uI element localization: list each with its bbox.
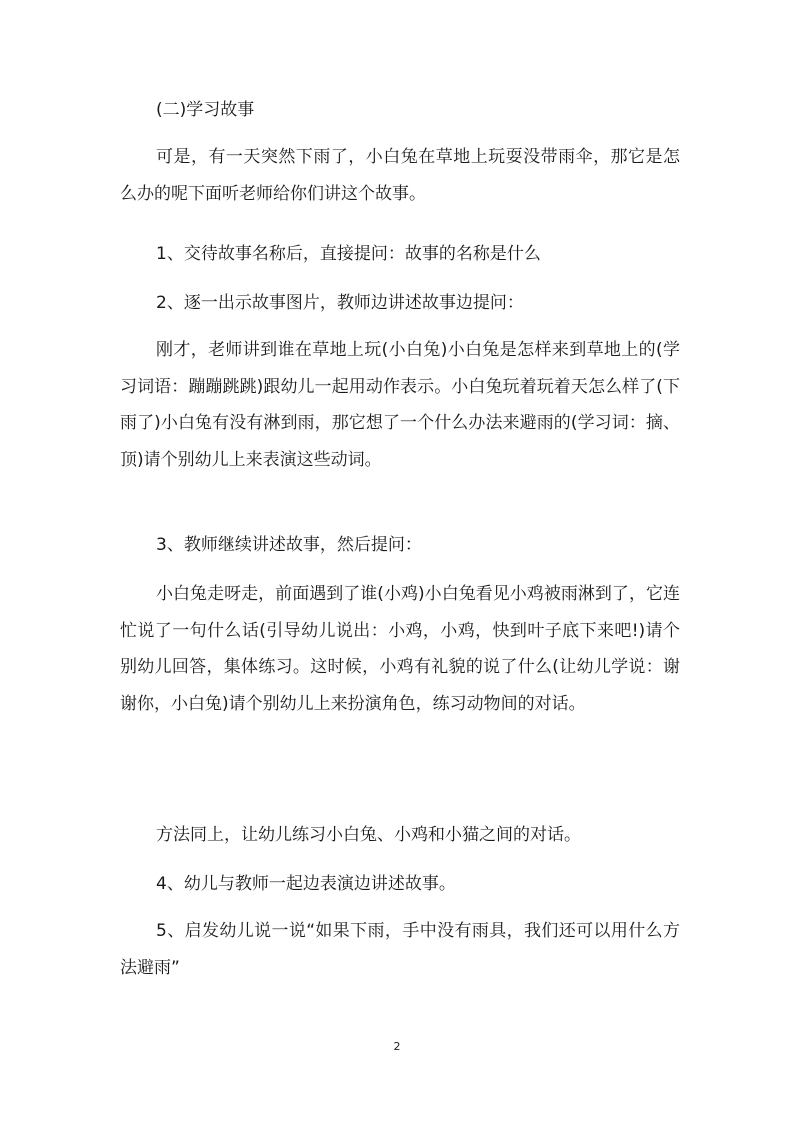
paragraph-step-5: 5、启发幼儿说一说“如果下雨，手中没有雨具，我们还可以用什么方法避雨” — [120, 921, 680, 978]
paragraph-method: 方法同上，让幼儿练习小白兔、小鸡和小猫之间的对话。 — [156, 825, 581, 845]
paragraph-step-1: 1、交待故事名称后，直接提问：故事的名称是什么 — [156, 244, 541, 264]
section-heading: (二)学习故事 — [156, 100, 255, 120]
paragraph-step-3: 3、教师继续讲述故事，然后提问： — [156, 535, 422, 555]
page-number: 2 — [393, 1040, 401, 1053]
paragraph-step-3-detail: 小白兔走呀走，前面遇到了谁(小鸡)小白兔看见小鸡被雨淋到了，它连忙说了一句什么话(引导幼儿说出：小鸡，小鸡，快到叶子底下来吧!)请个别幼儿回答，集体练习。这时候，小鸡有礼貌的说了什么(让幼儿学说：谢谢你，小白兔)请个别幼儿上来扮演角色，练习动物间的对话。 — [120, 584, 680, 714]
paragraph-intro: 可是，有一天突然下雨了，小白兔在草地上玩耍没带雨伞，那它是怎么办的呢下面听老师给你们讲这个故事。 — [120, 147, 680, 204]
paragraph-step-2-detail: 刚才，老师讲到谁在草地上玩(小白兔)小白兔是怎样来到草地上的(学习词语：蹦蹦跳跳)跟幼儿一起用动作表示。小白兔玩着玩着天怎么样了(下雨了)小白兔有没有淋到雨，那它想了一个什么办法来避雨的(学习词：摘、顶)请个别幼儿上来表演这些动词。 — [120, 340, 680, 470]
paragraph-step-2: 2、逐一出示故事图片，教师边讲述故事边提问： — [156, 293, 524, 313]
paragraph-step-4: 4、幼儿与教师一起边表演边讲述故事。 — [156, 874, 456, 894]
